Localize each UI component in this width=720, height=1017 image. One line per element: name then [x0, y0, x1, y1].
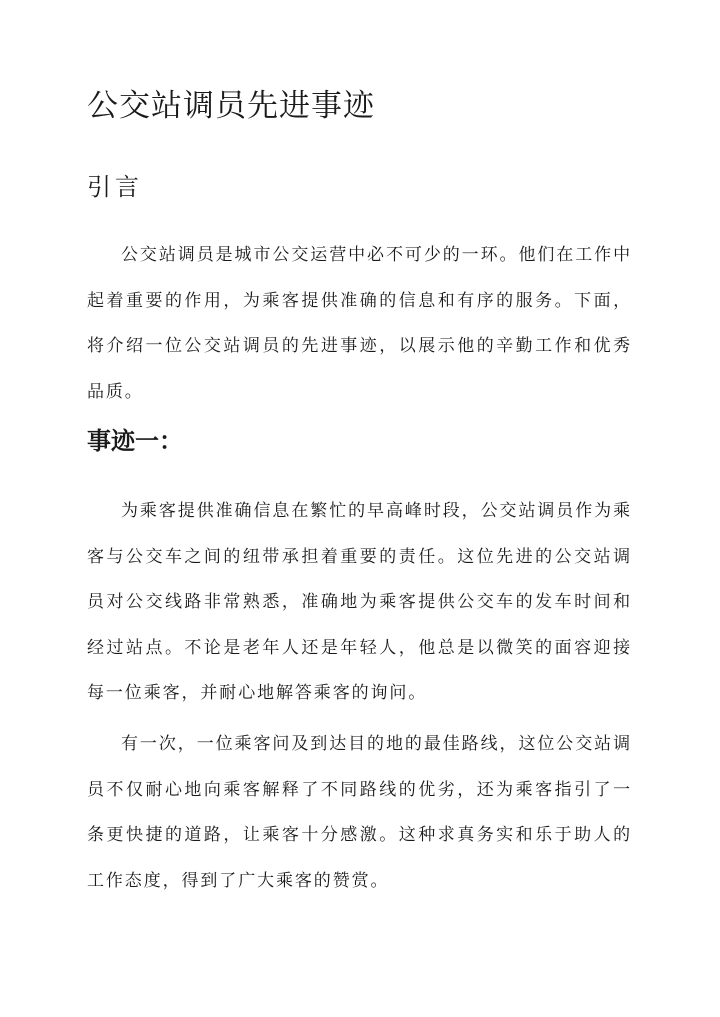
section-heading-intro: 引言 [87, 173, 143, 201]
paragraph-deed-one-1: 为乘客提供准确信息在繁忙的早高峰时段，公交站调员作为乘客与公交车之间的纽带承担着重要的责任。这位先进的公交站调员对公交线路非常熟悉，准确地为乘客提供公交车的发车时间和经过站点。不论是老年人还是年轻人，他总是以微笑的面容迎接每一位乘客，并耐心地解答乘客的询问。 [87, 501, 632, 703]
section-heading-deed-one: 事迹一： [87, 426, 183, 455]
paragraph-deed-one-2: 有一次，一位乘客问及到达目的地的最佳路线，这位公交站调员不仅耐心地向乘客解释了不同路线的优劣，还为乘客指引了一条更快捷的道路，让乘客十分感激。这种求真务实和乐于助人的工作态度，得到了广大乘客的赞赏。 [87, 734, 632, 891]
paragraph-intro: 公交站调员是城市公交运营中必不可少的一环。他们在工作中起着重要的作用，为乘客提供准确的信息和有序的服务。下面，将介绍一位公交站调员的先进事迹，以展示他的辛勤工作和优秀品质。 [87, 245, 632, 402]
document-title: 公交站调员先进事迹 [87, 88, 375, 124]
